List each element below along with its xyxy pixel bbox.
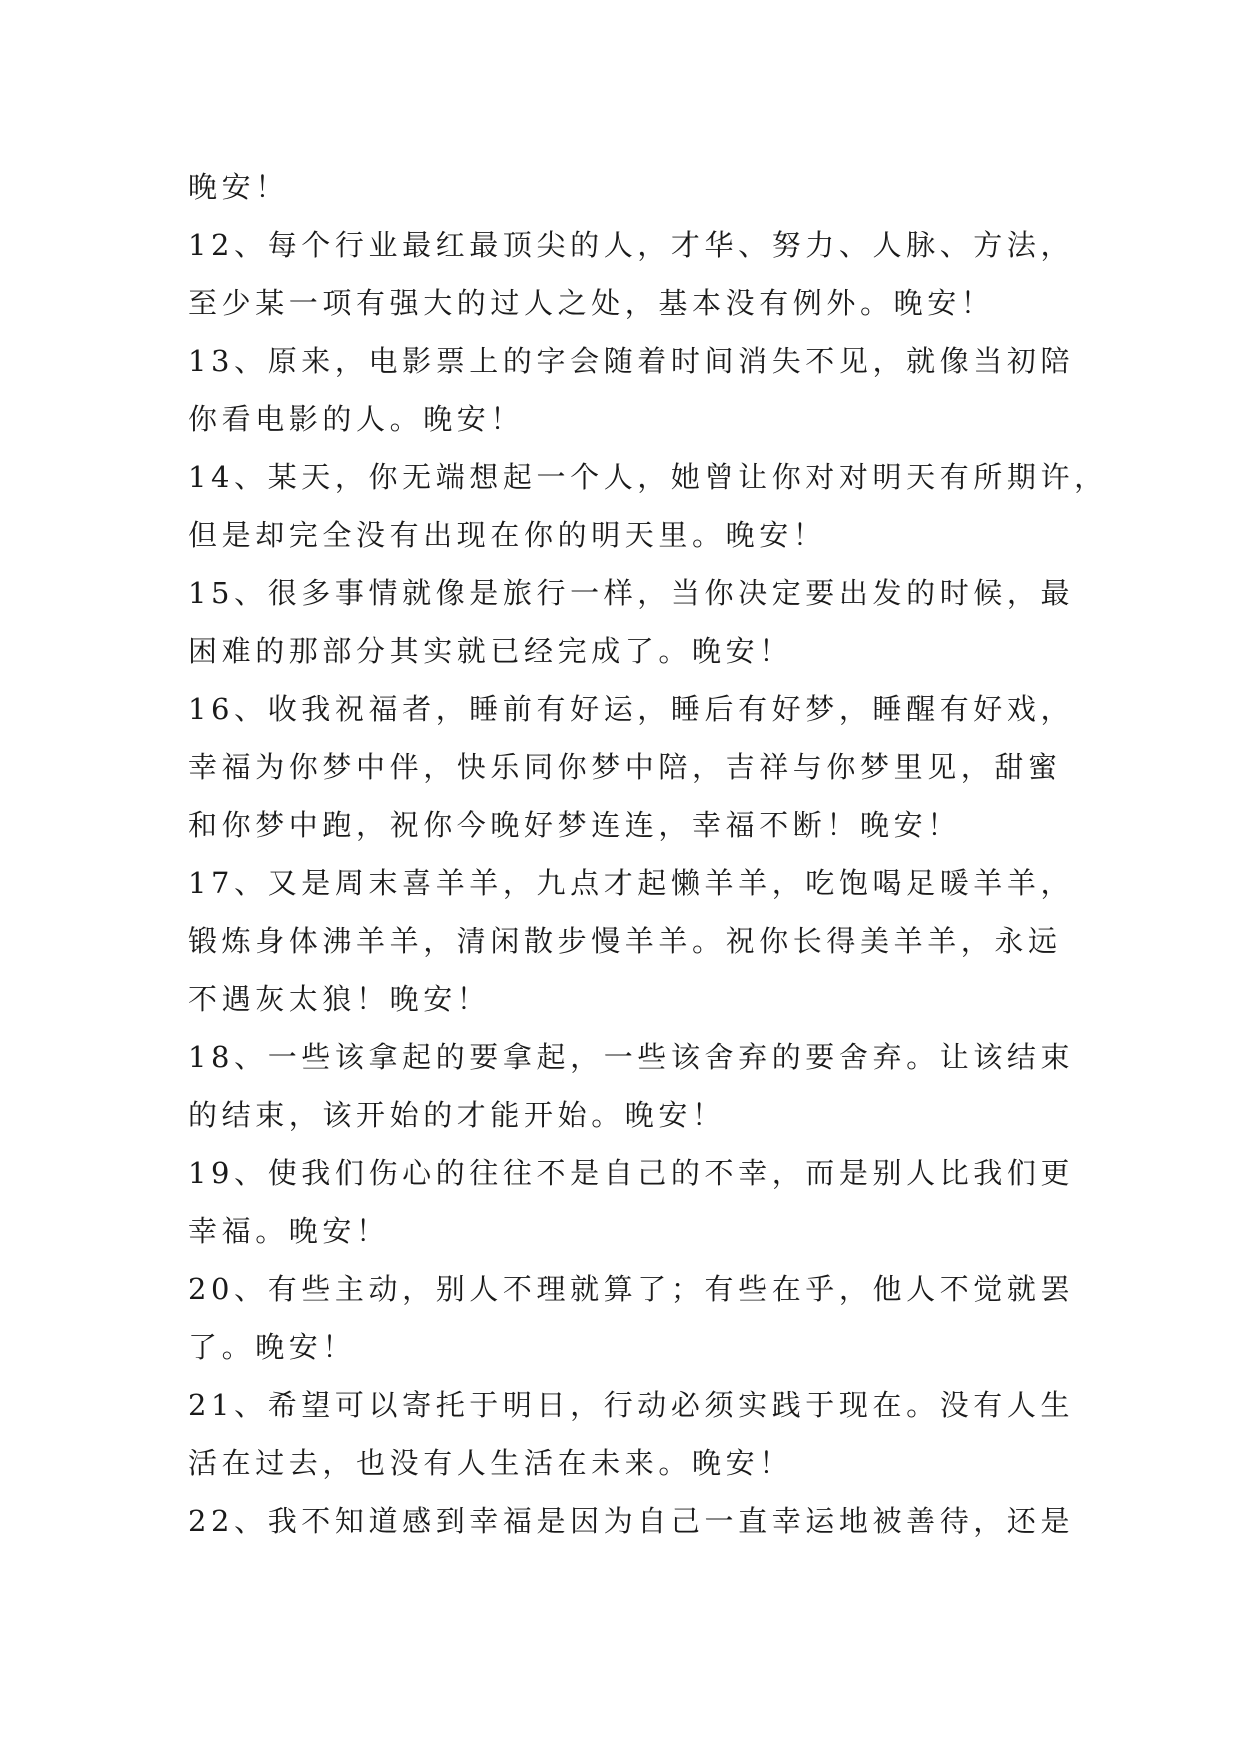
text-line: 不遇灰太狼！晚安！ <box>188 982 491 1016</box>
text-line: 13、原来，电影票上的字会随着时间消失不见，就像当初陪 <box>188 344 1075 378</box>
text-line: 15、很多事情就像是旅行一样，当你决定要出发的时候，最 <box>188 576 1075 610</box>
text-line: 锻炼身体沸羊羊，清闲散步慢羊羊。祝你长得美羊羊，永远 <box>188 924 1062 958</box>
text-line: 22、我不知道感到幸福是因为自己一直幸运地被善待，还是 <box>188 1504 1075 1538</box>
text-line: 19、使我们伤心的往往不是自己的不幸，而是别人比我们更 <box>188 1156 1075 1190</box>
text-line: 21、希望可以寄托于明日，行动必须实践于现在。没有人生 <box>188 1388 1075 1422</box>
text-line: 20、有些主动，别人不理就算了；有些在乎，他人不觉就罢 <box>188 1272 1075 1306</box>
text-line: 了。晚安！ <box>188 1330 357 1364</box>
text-line: 和你梦中跑，祝你今晚好梦连连，幸福不断！晚安！ <box>188 808 961 842</box>
text-line: 你看电影的人。晚安！ <box>188 402 525 436</box>
document-body <box>188 158 1108 1550</box>
text-line: 但是却完全没有出现在你的明天里。晚安！ <box>188 518 827 552</box>
text-line: 活在过去，也没有人生活在未来。晚安！ <box>188 1446 793 1480</box>
text-line: 的结束，该开始的才能开始。晚安！ <box>188 1098 726 1132</box>
text-line: 16、收我祝福者，睡前有好运，睡后有好梦，睡醒有好戏， <box>188 692 1075 726</box>
text-line: 12、每个行业最红最顶尖的人，才华、努力、人脉、方法， <box>188 228 1075 262</box>
text-line: 17、又是周末喜羊羊，九点才起懒羊羊，吃饱喝足暖羊羊， <box>188 866 1075 900</box>
text-line: 14、某天，你无端想起一个人，她曾让你对对明天有所期许， <box>188 460 1108 494</box>
text-line: 困难的那部分其实就已经完成了。晚安！ <box>188 634 793 668</box>
text-line: 晚安！ <box>188 170 289 204</box>
text-line: 幸福为你梦中伴，快乐同你梦中陪，吉祥与你梦里见，甜蜜 <box>188 750 1062 784</box>
text-line: 至少某一项有强大的过人之处，基本没有例外。晚安！ <box>188 286 995 320</box>
text-line: 幸福。晚安！ <box>188 1214 390 1248</box>
text-line: 18、一些该拿起的要拿起，一些该舍弃的要舍弃。让该结束 <box>188 1040 1075 1074</box>
